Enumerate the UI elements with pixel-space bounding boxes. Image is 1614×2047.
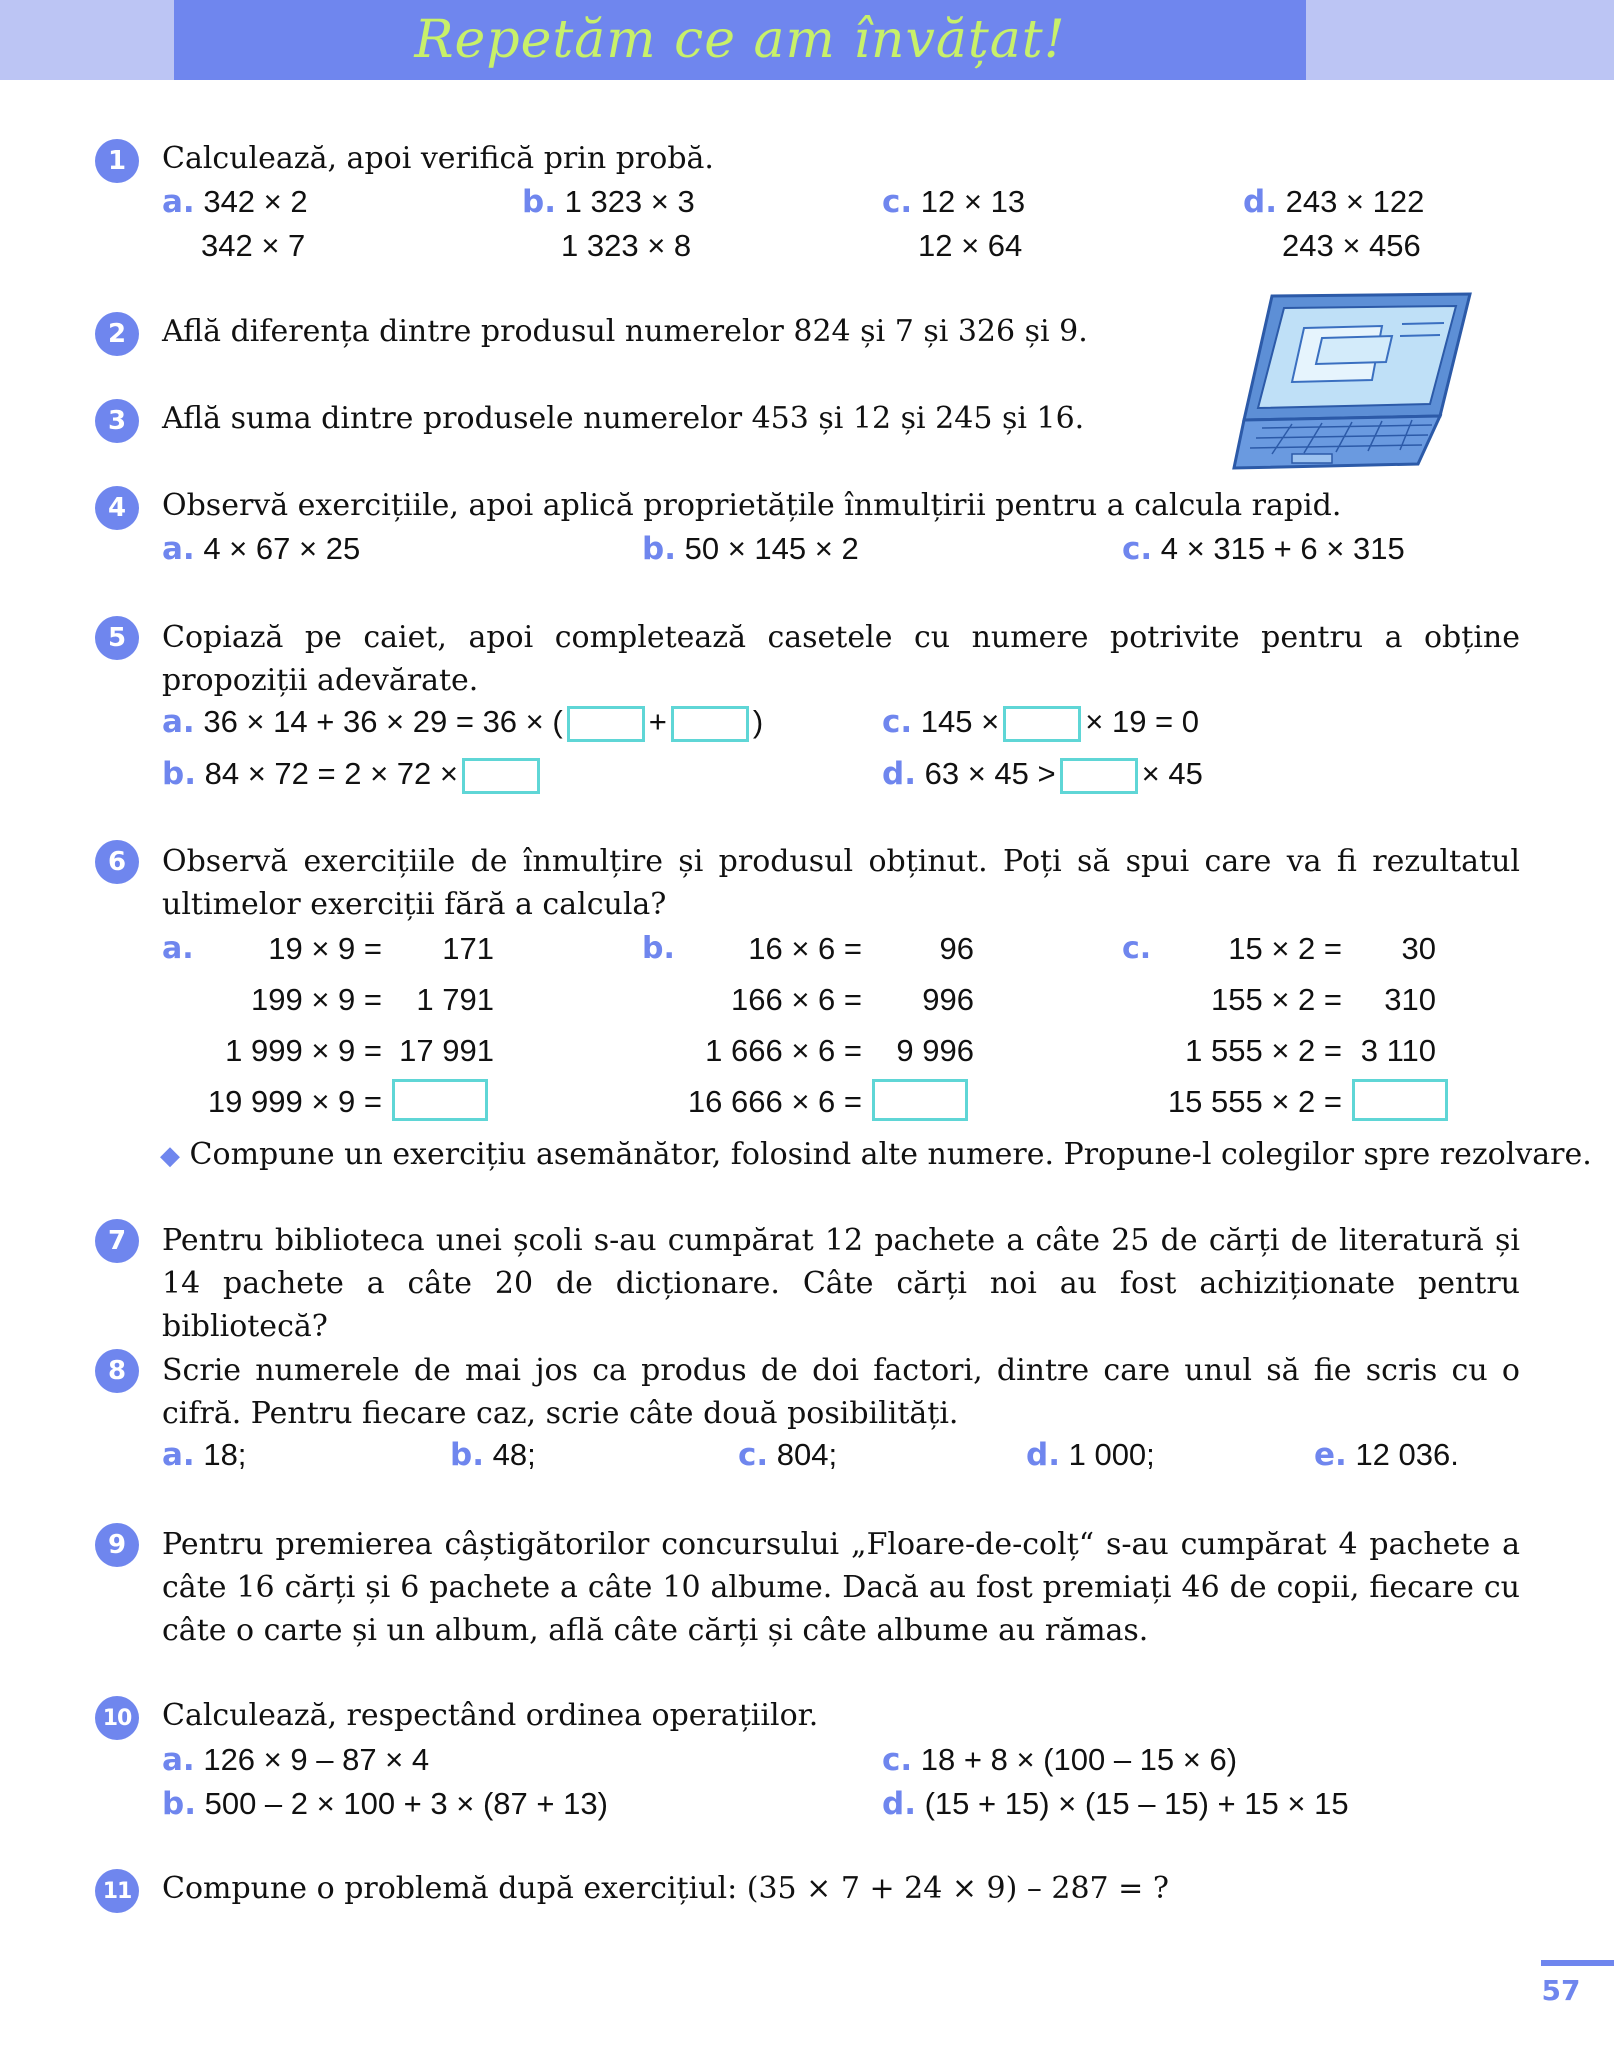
item-expression: 1 323 × 3 [564,184,695,219]
answer-box[interactable] [1352,1079,1448,1121]
exercise-8-item-b [450,1437,536,1473]
item-label: c. [738,1437,769,1473]
item-label: e. [1314,1437,1347,1473]
item-expression: 500 – 2 × 100 + 3 × (87 + 13) [204,1786,608,1821]
item-label: d. [882,756,916,792]
row-expression: 199 × 9 = [250,982,382,1017]
row-expression: 16 × 6 = [748,931,862,966]
exercise-number-badge: 5 [95,616,139,660]
item-value: 18; [203,1437,247,1472]
page-title: Repetăm ce am învățat! [414,10,1066,70]
exercise-4-prompt: Observă exercițiile, apoi aplică proprietățile înmulțirii pentru a calcula rapid. [162,488,1342,523]
item-label: c. [882,1742,913,1778]
item-label: a. [162,704,195,740]
row-expression: 1 555 × 2 = [1185,1033,1342,1068]
row-expression: 19 999 × 9 = [207,1084,382,1119]
exercise-5-item-b [162,756,544,794]
exercise-4-item-c [1122,531,1405,567]
exercise-10-item-b [162,1786,608,1822]
item-label: c. [1122,531,1153,567]
answer-box[interactable] [392,1079,488,1121]
exercise-number-badge: 1 [95,139,139,183]
exercise-4-item-a [162,531,360,567]
exercise-number-badge: 9 [95,1523,139,1567]
exercise-8-item-c [738,1437,837,1473]
item-expression: 243 × 122 [1285,184,1425,219]
exercise-number-badge: 8 [95,1349,139,1393]
answer-box[interactable] [872,1079,968,1121]
item-label: b. [450,1437,484,1473]
exercise-number-badge: 2 [95,312,139,356]
answer-box[interactable] [462,758,540,794]
item-expression: 4 × 315 + 6 × 315 [1160,531,1405,566]
exercise-3-prompt: Află suma dintre produsele numerelor 453 și 12 și 245 și 16. [162,401,1085,436]
note-text: Compune un exercițiu asemănător, folosind alte numere. Propune-l colegilor spre rezolvare. [189,1137,1592,1172]
exercise-number-badge: 10 [95,1696,139,1740]
exercise-1-item-a [162,184,308,220]
laptop-illustration-icon [1232,288,1472,472]
exercise-5-prompt: Copiază pe caiet, apoi completează casetele cu numere potrivite pentru a obține propoziții adevărate. [162,620,1520,698]
row-expression: 15 × 2 = [1228,931,1342,966]
page-number-rule [1541,1960,1614,1966]
exercise-10-item-d [882,1786,1349,1822]
closing-paren: ) [752,704,764,739]
item-label: c. [882,704,913,740]
item-expression: 63 × 45 > [924,756,1056,791]
row-expression: 1 666 × 6 = [705,1033,862,1068]
item-expression-end: × 45 [1141,756,1203,791]
exercise-10-item-a [162,1742,429,1778]
exercise-8-prompt: Scrie numerele de mai jos ca produs de doi factori, dintre care unul să fie scris cu o cifră. Pentru fiecare caz, scrie câte două posibilități. [162,1353,1520,1431]
exercise-1-item-c [882,184,1025,220]
item-value: 804; [776,1437,838,1472]
row-result: 310 [1384,982,1436,1017]
row-expression: 16 666 × 6 = [687,1084,862,1119]
row-expression: 155 × 2 = [1210,982,1342,1017]
item-expression: 342 × 2 [203,184,308,219]
exercise-9-prompt: Pentru premierea câștigătorilor concursului „Floare-de-colț“ s-au cumpărat 4 pachete a câte 16 cărți și 6 pachete a câte 10 albume. Dacă au fost premiați 46 de copii, fiecare cu câte o carte și un album, află câte cărți și câte albume au rămas. [162,1527,1520,1648]
exercise-1-item-b-line2: 1 323 × 8 [561,228,692,263]
row-expression: 19 × 9 = [268,931,382,966]
item-value: 48; [492,1437,536,1472]
exercise-1-item-c-line2: 12 × 64 [918,228,1023,263]
exercise-1-prompt: Calculează, apoi verifică prin probă. [162,141,714,176]
item-expression: 50 × 145 × 2 [684,531,859,566]
row-result: 1 791 [416,982,494,1017]
item-expression: 84 × 72 = 2 × 72 × [204,756,458,791]
exercise-1-item-d [1243,184,1424,220]
item-label: a. [162,1742,195,1778]
page-number: 57 [1541,1974,1581,2007]
exercise-number-badge: 7 [95,1219,139,1263]
item-label: b. [642,531,676,567]
row-result: 996 [922,982,974,1017]
item-expression: 4 × 67 × 25 [203,531,361,566]
exercise-11-prompt: Compune o problemă după exercițiul: (35 × 7 + 24 × 9) – 287 = ? [162,1871,1169,1906]
exercise-8-item-d [1026,1437,1155,1473]
item-label: d. [1243,184,1277,220]
row-result: 171 [442,931,494,966]
item-label: a. [162,184,195,220]
exercise-4-item-b [642,531,859,567]
group-label: a. [162,931,194,966]
exercise-1-item-a-line2: 342 × 7 [201,228,306,263]
item-value: 12 036. [1355,1437,1459,1472]
exercise-5-item-c [882,704,1199,742]
exercise-10-item-c [882,1742,1237,1778]
diamond-bullet-icon: ◆ [160,1141,180,1171]
item-expression: (15 + 15) × (15 – 15) + 15 × 15 [924,1786,1349,1821]
item-expression: 36 × 14 + 36 × 29 = 36 × ( [203,704,563,739]
row-result: 96 [939,931,974,966]
row-result: 17 991 [399,1033,494,1068]
item-label: d. [882,1786,916,1822]
answer-box[interactable] [1060,758,1138,794]
exercise-number-badge: 11 [95,1869,139,1913]
exercise-5-item-d [882,756,1203,794]
row-result: 9 996 [896,1033,974,1068]
answer-box[interactable] [567,706,645,742]
plus-sign: + [648,704,667,739]
exercise-8-item-e [1314,1437,1459,1473]
item-label: b. [162,756,196,792]
item-expression: 145 × [920,704,1000,739]
row-result: 3 110 [1360,1033,1436,1068]
item-label: a. [162,1437,195,1473]
item-expression: 12 × 13 [920,184,1026,219]
exercise-6-prompt: Observă exercițiile de înmulțire și produsul obținut. Poți să spui care va fi rezultatul ultimelor exerciții fără a calcula? [162,844,1520,922]
item-label: d. [1026,1437,1060,1473]
item-value: 1 000; [1068,1437,1155,1472]
exercise-number-badge: 6 [95,840,139,884]
exercise-6-note [160,1137,1592,1172]
row-expression: 166 × 6 = [730,982,862,1017]
answer-box[interactable] [671,706,749,742]
exercise-1-item-d-line2: 243 × 456 [1282,228,1421,263]
answer-box[interactable] [1003,706,1081,742]
row-expression: 1 999 × 9 = [225,1033,382,1068]
item-label: b. [162,1786,196,1822]
exercise-1-item-b [522,184,695,220]
exercise-10-prompt: Calculează, respectând ordinea operațiilor. [162,1698,819,1733]
item-expression-end: × 19 = 0 [1085,704,1200,739]
item-label: b. [522,184,556,220]
item-label: c. [882,184,913,220]
row-result: 30 [1401,931,1436,966]
exercise-number-badge: 4 [95,486,139,530]
item-label: a. [162,531,195,567]
exercise-7-prompt: Pentru biblioteca unei școli s-au cumpărat 12 pachete a câte 25 de cărți de literatură și 14 pachete a câte 20 de dicționare. Câte cărți noi au fost achiziționate pentru bibliotecă? [162,1223,1520,1344]
group-label: b. [642,931,675,966]
header-banner [174,0,1306,80]
exercise-8-item-a [162,1437,246,1473]
exercise-2-prompt: Află diferența dintre produsul numerelor 824 și 7 și 326 și 9. [162,314,1088,349]
group-label: c. [1122,931,1152,966]
exercise-number-badge: 3 [95,399,139,443]
row-expression: 15 555 × 2 = [1167,1084,1342,1119]
item-expression: 126 × 9 – 87 × 4 [203,1742,430,1777]
exercise-5-item-a [162,704,763,742]
item-expression: 18 + 8 × (100 – 15 × 6) [920,1742,1238,1777]
